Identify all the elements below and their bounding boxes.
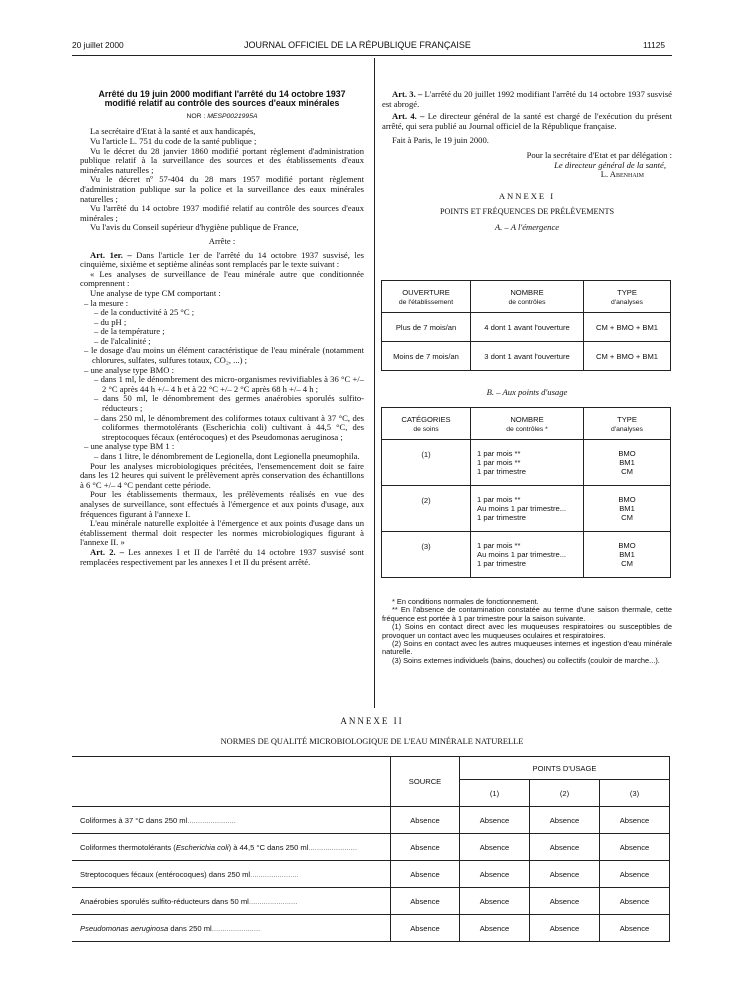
paragraph-etablissements: Pour les établissements thermaux, les prélèvements réalisés en vue des analyses de surveillance, sont effectués à l'émergence et aux points d'usage, aux fréquences figurant à l'annexe I. [80, 489, 364, 519]
controls-cell [471, 440, 584, 486]
type-line: CM [621, 559, 633, 568]
parameter-cell: Streptocoques fécaux (entérocoques) dans 250 ml....................... [72, 861, 391, 888]
footnote: ** En l'absence de contamination constatée au terme d'une saison thermale, cette fréquence est portée à 1 par trimestre pour la saison suivante. [382, 605, 672, 623]
column-divider [374, 58, 375, 708]
annexe-1-title: ANNEXE I [498, 190, 556, 201]
th-type: TYPE [617, 287, 637, 297]
types-cell [584, 532, 671, 578]
bmo-label: – une analyse type BMO : [84, 364, 174, 375]
th-categories: CATÉGORIES [401, 414, 451, 424]
visas-list [80, 127, 364, 233]
signature-delegation: Pour la secrétaire d'Etat et par délégation : [526, 149, 672, 160]
table-row [382, 532, 671, 578]
value-cell: Absence [530, 807, 600, 834]
article-4: Art. 4. – Le directeur général de la santé est chargé de l'exécution du présent arrêté, qui sera publié au Journal officiel de la République française. [382, 111, 672, 131]
visa-line: Vu le décret nº 57-404 du 28 mars 1957 modifié portant règlement d'administration publique sur la police et la surveillance des eaux minérales naturelles ; [80, 174, 364, 204]
visa-line: Vu le décret du 28 janvier 1860 modifié portant règlement d'administration publique relatif à la surveillance des sources et des établissements d'eaux minérales naturelles ; [80, 145, 364, 175]
paragraph-normes: L'eau minérale naturelle exploitée à l'émergence et aux points d'usage dans un établissement thermal doit respecter les normes microbiologiques figurant à l'annexe II. » [80, 518, 364, 548]
signature-role: Le directeur général de la santé, [554, 159, 666, 170]
bm1-label: – une analyse type BM 1 : [84, 441, 175, 452]
visa-line: La secrétaire d'Etat à la santé et aux handicapés, [90, 126, 256, 137]
visa-line: Vu l'article L. 751 du code de la santé publique ; [90, 136, 257, 146]
article-2: Art. 2. – Les annexes I et II de l'arrêté du 14 octobre 1937 susvisé sont remplacées respectivement par les annexes I et II du présent arrêté. [80, 546, 364, 567]
control-line: 1 par mois ** [477, 495, 521, 504]
types-cell [584, 440, 671, 486]
types-cell [584, 486, 671, 532]
table-row: Moins de 7 mois/an 3 dont 1 avant l'ouverture CM + BMO + BM1 [382, 342, 671, 371]
category-cell: (1) [382, 440, 471, 486]
control-line: 1 par mois ** [477, 449, 521, 458]
value-cell: Absence [600, 915, 670, 942]
table-a-caption: A. – A l'émergence [494, 221, 560, 232]
right-column [382, 90, 672, 233]
left-column [80, 90, 364, 567]
value-cell: Absence [600, 888, 670, 915]
arrete-label: Arrête : [208, 235, 236, 246]
mesure-item: – du pH ; [94, 316, 127, 327]
control-line: Au moins 1 par trimestre... [477, 550, 567, 559]
mesure-item: – de l'alcalinité ; [94, 335, 151, 346]
parameter-cell: Coliformes à 37 °C dans 250 ml....................... [72, 807, 391, 834]
table-2-header-top [72, 757, 670, 780]
footnote: (1) Soins en contact direct avec les muqueuses respiratoires ou susceptibles de provoquer un contact avec les muqueuses oculaires et respiratoires. [382, 622, 672, 640]
table-row [72, 861, 670, 888]
table-normes [72, 756, 670, 942]
table-a-header: OUVERTURE de l'établissement NOMBRE de contrôles TYPE d'analyses [382, 281, 671, 313]
header-date: 20 juillet 2000 [72, 40, 124, 50]
dosage-item: – le dosage d'au moins un élément caractéristique de l'eau minérale (notamment chlorures, sulfates, sulfures totaux, CO₂, ...) ; [84, 345, 364, 366]
footnote: (2) Soins en contact avec les autres muqueuses internes et ingestion d'eau minérale naturelle. [382, 639, 672, 657]
type-line: BMO [618, 449, 636, 458]
visa-line: Vu l'arrêté du 14 octobre 1937 modifié relatif au contrôle des sources d'eaux minérales ; [80, 203, 364, 223]
control-line: 1 par trimestre [477, 467, 526, 476]
visa-line: Vu l'avis du Conseil supérieur d'hygiène publique de France, [90, 222, 299, 233]
value-cell: Absence [460, 834, 530, 861]
annexe-2-title: ANNEXE II [340, 716, 404, 726]
bm1-item: – dans 1 litre, le dénombrement de Legionella, dont Legionella pneumophila. [94, 451, 360, 461]
bmo-item: – dans 250 ml, le dénombrement des coliformes totaux cultivant à 37 °C, des coliformes thermotolérants (Escherichia coli) cultivant à 44,5 °C, des streptocoques fécaux (entérocoques) et des Pseudomonas aeruginosa ; [94, 412, 364, 442]
nor-code: MESP0021995A [207, 112, 258, 120]
type-line: CM [621, 513, 633, 522]
parameter-cell: Pseudomonas aeruginosa dans 250 ml....................... [72, 915, 391, 942]
control-line: 1 par trimestre [477, 559, 526, 568]
bmo-item: – dans 50 ml, le dénombrement des germes anaérobies sporulés sulfito-réducteurs ; [94, 393, 364, 414]
annexe-1-subtitle: POINTS ET FRÉQUENCES DE PRÉLÈVEMENTS [439, 207, 615, 217]
type-line: BMO [618, 541, 636, 550]
th-type: TYPE [617, 414, 637, 424]
controls-cell [471, 486, 584, 532]
type-line: BM1 [619, 504, 635, 513]
article-3: Art. 3. – L'arrêté du 20 juillet 1992 modifiant l'arrêté du 14 octobre 1937 susvisé est abrogé. [382, 89, 672, 109]
fait-a-paris: Fait à Paris, le 19 juin 2000. [392, 135, 489, 146]
footnote: * En conditions normales de fonctionnement. [392, 597, 539, 606]
type-line: BM1 [619, 550, 635, 559]
mesure-item: – de la conductivité à 25 °C ; [94, 307, 195, 318]
table-emergence [381, 280, 671, 371]
th-nombre: NOMBRE [510, 414, 544, 424]
value-cell: Absence [460, 807, 530, 834]
table-row [382, 440, 671, 486]
value-cell: Absence [460, 861, 530, 888]
nor-line: NOR : MESP0021995A [186, 112, 258, 120]
value-cell: Absence [391, 861, 460, 888]
quote-intro: « Les analyses de surveillance de l'eau minérale autre que conditionnée comprennent : [80, 268, 364, 289]
value-cell: Absence [530, 915, 600, 942]
table-row [382, 486, 671, 532]
value-cell: Absence [391, 888, 460, 915]
header-page-number: 11125 [643, 40, 666, 50]
value-cell: Absence [391, 915, 460, 942]
table-2-body [72, 807, 670, 942]
article-1: Art. 1er. – Dans l'article 1er de l'arrêté du 14 octobre 1937 susvisé, les cinquième, sixième et septième alinéas sont remplacés par le texte suivant : [80, 249, 364, 270]
type-line: CM [621, 467, 633, 476]
parameter-cell: Anaérobies sporulés sulfito-réducteurs dans 50 ml....................... [72, 888, 391, 915]
table-b-caption: B. – Aux points d'usage [486, 387, 568, 397]
table-b-header: CATÉGORIES de soins NOMBRE de contrôles * TYPE d'analyses [382, 408, 671, 440]
header-rule [72, 55, 672, 56]
control-line: 1 par mois ** [477, 541, 521, 550]
control-line: Au moins 1 par trimestre... [477, 504, 567, 513]
category-cell: (3) [382, 532, 471, 578]
decree-title: Arrêté du 19 juin 2000 modifiant l'arrêté du 14 octobre 1937 modifié relatif au contrôle des sources d'eaux minérales [98, 89, 346, 109]
mesure-list [80, 308, 364, 346]
table-points-usage [381, 407, 671, 578]
value-cell: Absence [391, 834, 460, 861]
th-nombre: NOMBRE [510, 287, 544, 297]
th-source: SOURCE [391, 757, 460, 807]
value-cell: Absence [530, 861, 600, 888]
footnotes [382, 598, 672, 665]
value-cell: Absence [530, 888, 600, 915]
table-row [72, 915, 670, 942]
table-row: Plus de 7 mois/an 4 dont 1 avant l'ouverture CM + BMO + BM1 [382, 313, 671, 342]
bmo-item: – dans 1 ml, le dénombrement des micro-organismes revivifiables à 36 °C +/– 2 °C après 44 h +/– 4 h et à 22 °C +/– 2 °C après 68 h +/– 4 h ; [94, 374, 364, 394]
table-row [72, 807, 670, 834]
control-line: 1 par mois ** [477, 458, 521, 467]
value-cell: Absence [600, 861, 670, 888]
th-points-usage: POINTS D'USAGE [460, 757, 670, 780]
value-cell: Absence [391, 807, 460, 834]
signature-name: L. Abenhaim [600, 169, 644, 180]
header-journal: JOURNAL OFFICIEL DE LA RÉPUBLIQUE FRANÇAISE [244, 40, 471, 50]
parameter-cell: Coliformes thermotolérants (Escherichia coli) à 44,5 °C dans 250 ml....................... [72, 834, 391, 861]
annexe-2-subtitle: NORMES DE QUALITÉ MICROBIOLOGIQUE DE L'EAU MINÉRALE NATURELLE [220, 737, 524, 746]
th-ouverture: OUVERTURE [402, 287, 450, 297]
value-cell: Absence [600, 807, 670, 834]
footnote: (3) Soins externes individuels (bains, douches) ou collectifs (couloir de marche...). [392, 655, 660, 665]
value-cell: Absence [600, 834, 670, 861]
value-cell: Absence [530, 834, 600, 861]
table-row [72, 834, 670, 861]
category-cell: (2) [382, 486, 471, 532]
paragraph-ensemencement: Pour les analyses microbiologiques précitées, l'ensemencement doit se faire dans les 12 heures qui suivent le prélèvement après conservation des échantillons à 6 °C +/– 4 °C pendant cette période. [80, 460, 364, 490]
type-line: BMO [618, 495, 636, 504]
control-line: 1 par trimestre [477, 513, 526, 522]
value-cell: Absence [460, 888, 530, 915]
table-b-body [382, 440, 671, 578]
table-2-header-sub: (1) (2) (3) [72, 780, 670, 807]
value-cell: Absence [460, 915, 530, 942]
table-row [72, 888, 670, 915]
mesure-label: – la mesure : [84, 297, 129, 308]
controls-cell [471, 532, 584, 578]
cm-intro: Une analyse de type CM comportant : [90, 287, 221, 298]
bmo-list [80, 375, 364, 442]
mesure-item: – de la température ; [94, 326, 165, 337]
type-line: BM1 [619, 458, 635, 467]
